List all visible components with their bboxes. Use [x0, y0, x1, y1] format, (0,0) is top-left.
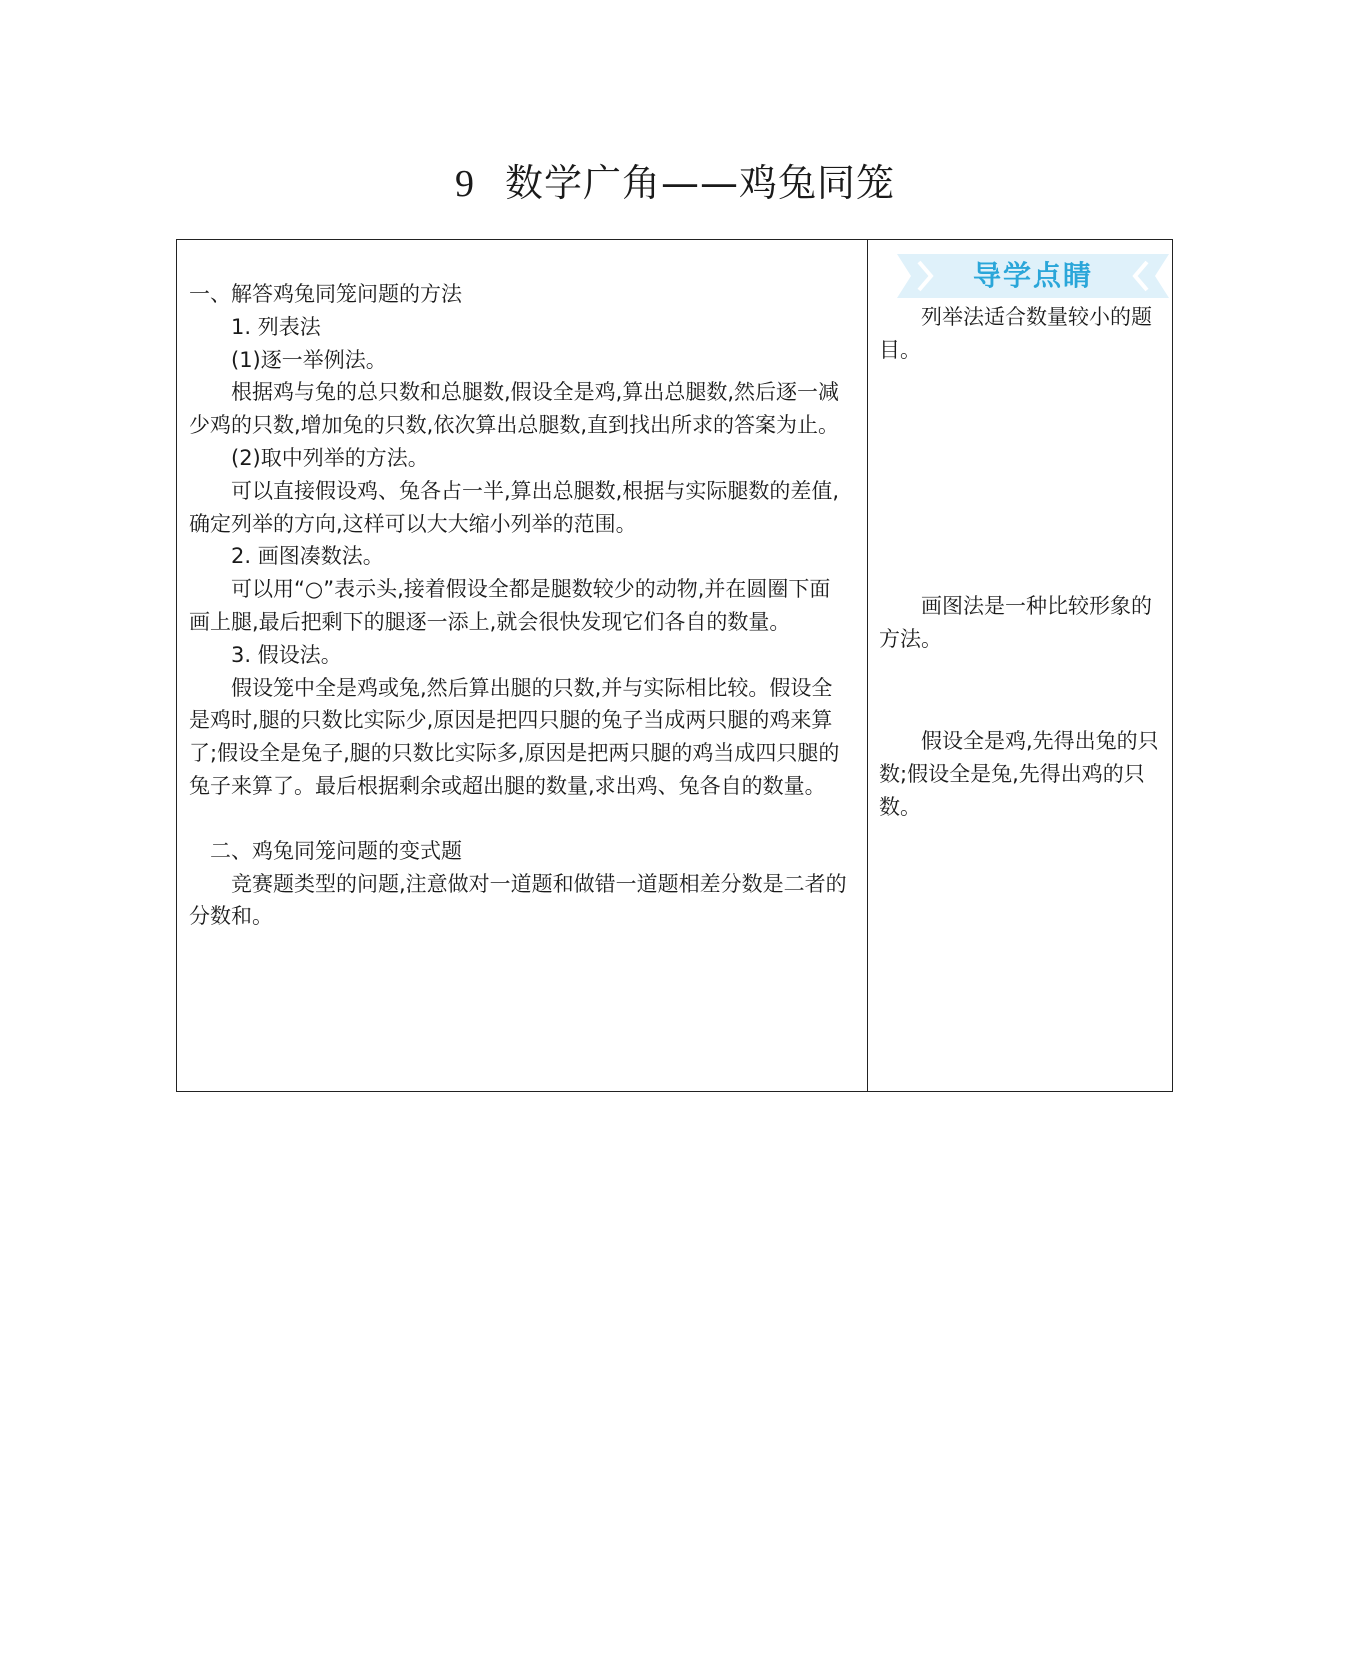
note-drawing: 画图法是一种比较形象的方法。: [879, 594, 1152, 651]
note-listing: 列举法适合数量较小的题目。: [879, 305, 1152, 362]
chapter-number: 9: [454, 163, 475, 205]
section-heading-methods: 一、解答鸡兔同笼问题的方法: [189, 282, 462, 306]
sub-method-one-by-one: (1)逐一举例法。: [231, 347, 387, 372]
method-drawing-heading: 2. 画图凑数法。: [231, 544, 384, 569]
paragraph-middle: 可以直接假设鸡、兔各占一半,算出总腿数,根据与实际腿数的差值,确定列举的方向,这样可以大大缩小列举的范围。: [189, 478, 840, 536]
page-title: [0, 158, 1350, 209]
paragraph-variants: 竞赛题类型的问题,注意做对一道题和做错一道题相差分数是二者的分数和。: [189, 871, 847, 929]
spacer: [189, 803, 849, 835]
sub-method-middle: (2)取中列举的方法。: [231, 445, 429, 470]
chapter-title: 数学广角——鸡兔同笼: [504, 161, 895, 205]
paragraph-one-by-one: 根据鸡与兔的总只数和总腿数,假设全是鸡,算出总腿数,然后逐一减少鸡的只数,增加兔的只数,依次算出总腿数,直到找出所求的答案为止。: [189, 380, 840, 438]
badge-label: 导学点睛: [972, 259, 1093, 292]
main-column: [189, 278, 849, 933]
method-list-heading: 1. 列表法: [231, 314, 321, 339]
section-heading-variants: 二、鸡兔同笼问题的变式题: [210, 838, 462, 863]
guide-badge: [897, 254, 1169, 298]
method-assume-heading: 3. 假设法。: [231, 642, 342, 667]
column-divider: [867, 240, 868, 1091]
paragraph-drawing: 可以用“○”表示头,接着假设全都是腿数较少的动物,并在圆圈下面画上腿,最后把剩下的腿逐一添上,就会很快发现它们各自的数量。: [189, 577, 831, 634]
paragraph-assume: 假设笼中全是鸡或兔,然后算出腿的只数,并与实际相比较。假设全是鸡时,腿的只数比实际少,原因是把四只腿的兔子当成两只腿的鸡来算了;假设全是兔子,腿的只数比实际多,原因是把两只腿的鸡当成四只腿的兔子来算了。最后根据剩余或超出腿的数量,求出鸡、兔各自的数量。: [189, 675, 840, 798]
content-table: [176, 239, 1173, 1092]
note-assume: 假设全是鸡,先得出兔的只数;假设全是兔,先得出鸡的只数。: [879, 729, 1159, 819]
